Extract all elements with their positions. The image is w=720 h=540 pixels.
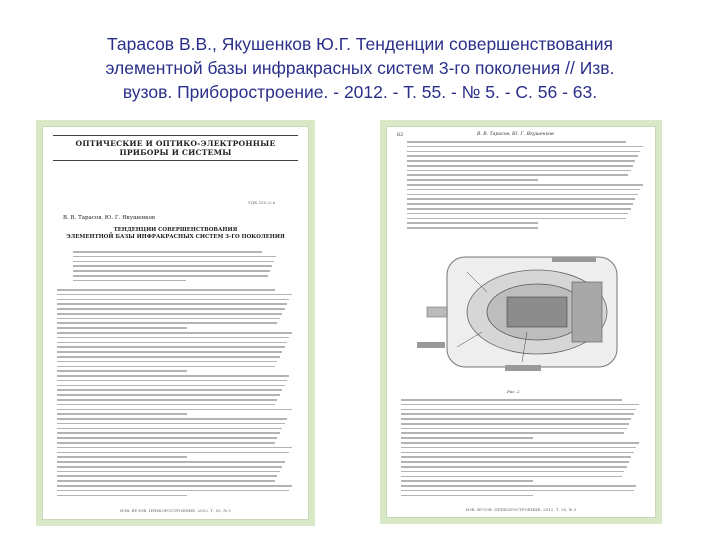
text-line-placeholder [407,208,631,210]
text-line-placeholder [407,218,626,220]
text-line-placeholder [407,151,640,153]
text-line-placeholder [407,194,638,196]
text-line-placeholder [57,447,292,449]
text-line-placeholder [57,413,187,415]
text-line-placeholder [57,437,277,439]
text-line-placeholder [57,299,289,301]
text-line-placeholder [57,461,285,463]
article-title-line-2: ЭЛЕМЕНТНОЙ БАЗЫ ИНФРАКРАСНЫХ СИСТЕМ 3-ГО ПОКОЛЕНИЯ [66,234,285,240]
left-page-footer: ИЗВ. ВУЗОВ. ПРИБОРОСТРОЕНИЕ. 2012. Т. 55, № 5 [120,508,231,513]
text-line-placeholder [401,423,629,425]
text-line-placeholder [57,294,292,296]
text-line-placeholder [73,270,270,272]
text-line-placeholder [57,428,282,430]
text-line-placeholder [401,495,533,497]
text-line-placeholder [407,141,626,143]
text-line-placeholder [57,375,289,377]
text-line-placeholder [57,370,187,372]
text-line-placeholder [401,428,627,430]
text-line-placeholder [57,409,292,411]
text-line-placeholder [407,170,631,172]
text-line-placeholder [407,203,633,205]
text-line-placeholder [401,413,634,415]
text-line-placeholder [73,280,186,282]
text-line-placeholder [57,456,187,458]
text-line-placeholder [57,342,287,344]
text-line-placeholder [407,155,638,157]
left-journal-page [43,127,308,519]
text-line-placeholder [57,327,187,329]
text-line-placeholder [407,146,643,148]
slide-title-line-3: вузов. Приборостроение. - 2012. - Т. 55. - № 5. - С. 56 - 63. [122,82,598,102]
text-line-placeholder [401,466,627,468]
text-line-placeholder [401,490,634,492]
running-head: В. В. Тарасов, Ю. Г. Якушенков [477,132,554,137]
text-line-placeholder [57,432,280,434]
text-line-placeholder [57,495,187,497]
text-line-placeholder [57,399,277,401]
text-line-placeholder [401,409,636,411]
text-line-placeholder [57,308,285,310]
text-line-placeholder [407,227,538,229]
text-line-placeholder [57,337,289,339]
text-line-placeholder [57,452,289,454]
text-line-placeholder [57,490,289,492]
section-heading-line-1: ОПТИЧЕСКИЕ И ОПТИКО-ЭЛЕКТРОННЫЕ [75,139,276,148]
text-line-placeholder [57,303,287,305]
text-line-placeholder [57,380,287,382]
text-line-placeholder [57,313,282,315]
text-line-placeholder [57,394,280,396]
text-line-placeholder [407,198,635,200]
article-title [53,227,298,241]
figure-caption: Рис. 2 [507,389,520,394]
text-line-placeholder [57,485,292,487]
text-line-placeholder [401,437,533,439]
text-line-placeholder [57,351,282,353]
text-line-placeholder [57,385,285,387]
text-line-placeholder [57,480,275,482]
text-line-placeholder [407,160,635,162]
text-line-placeholder [57,346,285,348]
body-text-bottom [401,399,641,499]
text-line-placeholder [57,356,280,358]
udc-code: УДК 535.2/.6 [248,200,276,205]
text-line-placeholder [401,452,634,454]
text-line-placeholder [401,442,639,444]
text-line-placeholder [57,423,285,425]
figure-sensor-module [387,237,655,387]
text-line-placeholder [401,480,533,482]
text-line-placeholder [73,261,274,263]
text-line-placeholder [401,471,624,473]
slide-title [40,32,680,104]
text-line-placeholder [57,366,275,368]
heading-rule-bottom [53,160,298,161]
text-line-placeholder [407,174,628,176]
text-line-placeholder [73,265,272,267]
text-line-placeholder [401,476,622,478]
text-line-placeholder [401,399,622,401]
text-line-placeholder [57,418,287,420]
text-line-placeholder [57,289,275,291]
slide-title-line-2: элементной базы инфракрасных систем 3-го поколения // Изв. [105,58,615,78]
text-line-placeholder [407,179,538,181]
body-text-top [407,141,645,232]
text-line-placeholder [57,471,280,473]
text-line-placeholder [57,361,277,363]
text-line-placeholder [407,213,628,215]
text-line-placeholder [401,447,636,449]
section-heading-line-2: ПРИБОРЫ И СИСТЕМЫ [119,148,232,157]
slide-title-line-1: Тарасов В.В., Якушенков Ю.Г. Тенденции совершенствования [107,34,613,54]
text-line-placeholder [401,485,636,487]
abstract-text [73,251,278,284]
text-line-placeholder [57,466,282,468]
text-line-placeholder [407,165,633,167]
text-line-placeholder [401,456,631,458]
text-line-placeholder [57,389,282,391]
body-text-left [57,289,294,499]
figure-cross-section [417,257,617,371]
text-line-placeholder [57,332,292,334]
page-number: 62 [397,132,404,138]
text-line-placeholder [407,189,640,191]
text-line-placeholder [57,475,277,477]
right-page-footer: ИЗВ. ВУЗОВ. ПРИБОРОСТРОЕНИЕ. 2012. Т. 55, № 5 [465,507,577,512]
text-line-placeholder [57,318,280,320]
text-line-placeholder [73,275,268,277]
text-line-placeholder [57,442,275,444]
article-title-line-1: ТЕНДЕНЦИИ СОВЕРШЕНСТВОВАНИЯ [113,227,238,233]
text-line-placeholder [57,322,277,324]
text-line-placeholder [73,251,262,253]
text-line-placeholder [401,432,624,434]
section-heading [53,139,298,157]
text-line-placeholder [73,256,276,258]
text-line-placeholder [401,404,639,406]
text-line-placeholder [401,461,629,463]
article-authors: В. В. Тарасов, Ю. Г. Якушенков [63,215,156,221]
text-line-placeholder [401,418,631,420]
heading-rule-top [53,135,298,136]
text-line-placeholder [57,404,275,406]
text-line-placeholder [407,222,538,224]
right-journal-page [387,127,655,517]
text-line-placeholder [407,184,643,186]
